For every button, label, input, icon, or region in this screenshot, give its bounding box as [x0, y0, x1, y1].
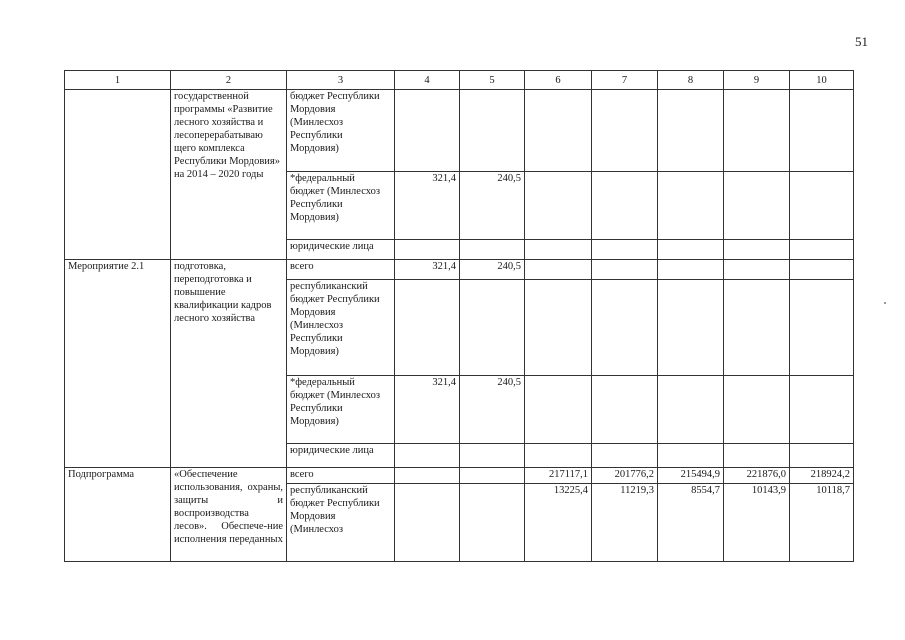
value-cell: 240,5	[460, 260, 525, 280]
table-cell	[790, 260, 854, 280]
value-cell: 8554,7	[658, 484, 724, 562]
value-cell: 321,4	[395, 172, 460, 240]
table-cell	[724, 260, 790, 280]
budget-table	[64, 70, 854, 562]
table-cell	[592, 240, 658, 260]
header-cell: 3	[287, 71, 395, 90]
value-cell: 215494,9	[658, 468, 724, 484]
table-cell	[724, 280, 790, 376]
table-cell	[525, 280, 592, 376]
table-cell	[790, 444, 854, 468]
table-cell	[395, 90, 460, 172]
table-cell	[460, 444, 525, 468]
table-cell	[525, 260, 592, 280]
table-cell	[592, 280, 658, 376]
funding-source-cell: юридические лица	[287, 240, 395, 260]
scan-speck	[884, 302, 886, 304]
header-cell: 9	[724, 71, 790, 90]
header-cell: 5	[460, 71, 525, 90]
measure-name-cell: подготовка, переподготовка и повышение квалификации кадров лесного хозяйства	[171, 260, 287, 468]
subprogram-name-cell: «Обеспечение использования, охраны, защиты и воспроизводства лесов». Обеспече-ние исполнения переданных	[171, 468, 287, 562]
table-cell	[525, 90, 592, 172]
table-cell	[395, 484, 460, 562]
table-cell	[790, 280, 854, 376]
funding-source-cell: всего	[287, 260, 395, 280]
table-cell	[65, 90, 171, 260]
measure-label-cell: Мероприятие 2.1	[65, 260, 171, 468]
value-cell: 11219,3	[592, 484, 658, 562]
header-cell: 7	[592, 71, 658, 90]
table-cell	[460, 240, 525, 260]
value-cell: 217117,1	[525, 468, 592, 484]
table-cell	[395, 240, 460, 260]
program-name-cell: государственной программы «Развитие лесного хозяйства и лесоперерабатываю щего комплекса Республики Мордовия» на 2014 – 2020 годы	[171, 90, 287, 260]
table-cell	[592, 90, 658, 172]
table-cell	[525, 444, 592, 468]
table-row	[65, 468, 854, 484]
table-cell	[592, 172, 658, 240]
table-cell	[790, 90, 854, 172]
value-cell: 240,5	[460, 172, 525, 240]
table-row	[65, 260, 854, 280]
table-cell	[724, 376, 790, 444]
header-cell: 6	[525, 71, 592, 90]
table-cell	[592, 444, 658, 468]
table-cell	[460, 280, 525, 376]
table-cell	[460, 484, 525, 562]
value-cell: 221876,0	[724, 468, 790, 484]
table-cell	[658, 444, 724, 468]
page-number: 51	[855, 34, 868, 49]
table-cell	[525, 376, 592, 444]
value-cell: 321,4	[395, 376, 460, 444]
table-cell	[658, 172, 724, 240]
table-cell	[790, 376, 854, 444]
table-cell	[790, 240, 854, 260]
value-cell: 321,4	[395, 260, 460, 280]
funding-source-cell: бюджет Республики Мордовия (Минлесхоз Республики Мордовия)	[287, 90, 395, 172]
table-cell	[525, 172, 592, 240]
table-cell	[592, 260, 658, 280]
header-cell: 2	[171, 71, 287, 90]
value-cell: 10143,9	[724, 484, 790, 562]
table-cell	[724, 172, 790, 240]
value-cell: 218924,2	[790, 468, 854, 484]
table-cell	[658, 260, 724, 280]
header-cell: 1	[65, 71, 171, 90]
table-cell	[658, 240, 724, 260]
header-row	[65, 71, 854, 90]
table-cell	[395, 280, 460, 376]
header-cell: 10	[790, 71, 854, 90]
table-cell	[724, 90, 790, 172]
table-cell	[592, 376, 658, 444]
subprogram-label-cell: Подпрограмма	[65, 468, 171, 562]
funding-source-cell: юридические лица	[287, 444, 395, 468]
table-cell	[525, 240, 592, 260]
table-cell	[724, 444, 790, 468]
funding-source-cell: республиканский бюджет Республики Мордовия (Минлесхоз	[287, 484, 395, 562]
table-cell	[460, 468, 525, 484]
table-cell	[658, 376, 724, 444]
table-cell	[658, 90, 724, 172]
table-cell	[460, 90, 525, 172]
value-cell: 13225,4	[525, 484, 592, 562]
funding-source-cell: *федеральный бюджет (Минлесхоз Республики Мордовия)	[287, 376, 395, 444]
funding-source-cell: *федеральный бюджет (Минлесхоз Республики Мордовия)	[287, 172, 395, 240]
header-cell: 8	[658, 71, 724, 90]
table-row	[65, 90, 854, 172]
table-cell	[395, 468, 460, 484]
funding-source-cell: всего	[287, 468, 395, 484]
value-cell: 240,5	[460, 376, 525, 444]
value-cell: 10118,7	[790, 484, 854, 562]
value-cell: 201776,2	[592, 468, 658, 484]
table-cell	[658, 280, 724, 376]
table-cell	[395, 444, 460, 468]
table-cell	[790, 172, 854, 240]
funding-source-cell: республиканский бюджет Республики Мордовия (Минлесхоз Республики Мордовия)	[287, 280, 395, 376]
table-cell	[724, 240, 790, 260]
header-cell: 4	[395, 71, 460, 90]
